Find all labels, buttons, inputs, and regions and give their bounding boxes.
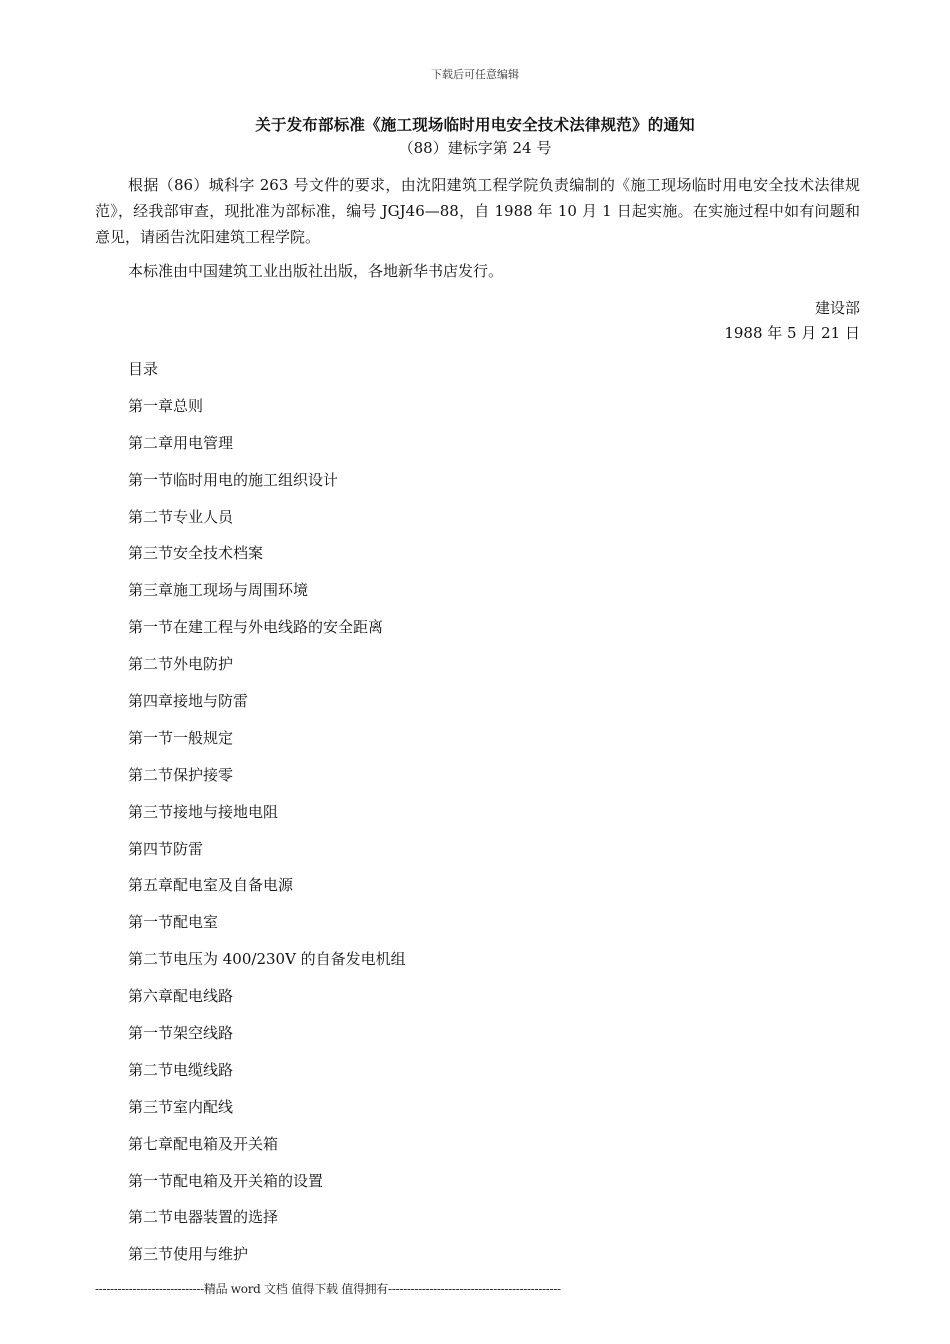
toc-item: 第二节电压为 400/230V 的自备发电机组: [128, 950, 406, 969]
toc-item: 第一节配电室: [128, 913, 219, 932]
toc-item: 第二节电缆线路: [128, 1060, 234, 1079]
toc-item: 第七章配电箱及开关箱: [128, 1134, 279, 1153]
table-of-contents: [128, 356, 828, 1278]
toc-item: 第一节架空线路: [128, 1024, 234, 1043]
toc-item: 第四章接地与防雷: [128, 692, 249, 711]
toc-item: 第三节安全技术档案: [128, 544, 264, 563]
document-title: 关于发布部标准《施工现场临时用电安全技术法律规范》的通知: [255, 115, 695, 134]
toc-item: 第一章总则: [128, 396, 204, 415]
toc-item: 第二章用电管理: [128, 433, 234, 452]
toc-item: 第一节一般规定: [128, 728, 234, 747]
toc-item: 第二节专业人员: [128, 507, 234, 526]
body-paragraph-1: 根据（86）城科字 263 号文件的要求，由沈阳建筑工程学院负责编制的《施工现场临时用电安全技术法律规范》，经我部审查，现批准为部标准，编号 JGJ46—88，自 1988 年 10 月 1 日起实施。在实施过程中如有问题和意见，请函告沈阳建筑工程学院。: [95, 176, 860, 246]
signature-organization: 建设部: [814, 299, 860, 317]
toc-item: 第三节使用与维护: [128, 1245, 249, 1264]
footer-note: -----------------------------精品 word 文档 值得下载 值得拥有----------------------------------------------: [95, 1282, 561, 1296]
toc-item: 第二节保护接零: [128, 765, 234, 784]
toc-item: 第一节在建工程与外电线路的安全距离: [128, 618, 384, 637]
document-number: （88）建标字第 24 号: [398, 139, 552, 157]
body-paragraph-2: 本标准由中国建筑工业出版社出版，各地新华书店发行。: [128, 262, 504, 280]
toc-item: 第四节防雷: [128, 839, 204, 858]
signature-date: 1988 年 5 月 21 日: [724, 324, 860, 342]
toc-item: 第三节接地与接地电阻: [128, 802, 279, 821]
toc-item: 第一节配电箱及开关箱的设置: [128, 1171, 324, 1190]
toc-item: 第五章配电室及自备电源: [128, 876, 294, 895]
toc-item: 第三章施工现场与周围环境: [128, 581, 309, 600]
toc-heading: 目录: [128, 360, 159, 378]
toc-item: 第二节电器装置的选择: [128, 1208, 279, 1227]
header-note: 下载后可任意编辑: [431, 68, 519, 81]
toc-item: 第二节外电防护: [128, 655, 234, 674]
toc-item: 第一节临时用电的施工组织设计: [128, 470, 339, 489]
toc-item: 第三节室内配线: [128, 1097, 234, 1116]
toc-item: 第六章配电线路: [128, 987, 234, 1006]
